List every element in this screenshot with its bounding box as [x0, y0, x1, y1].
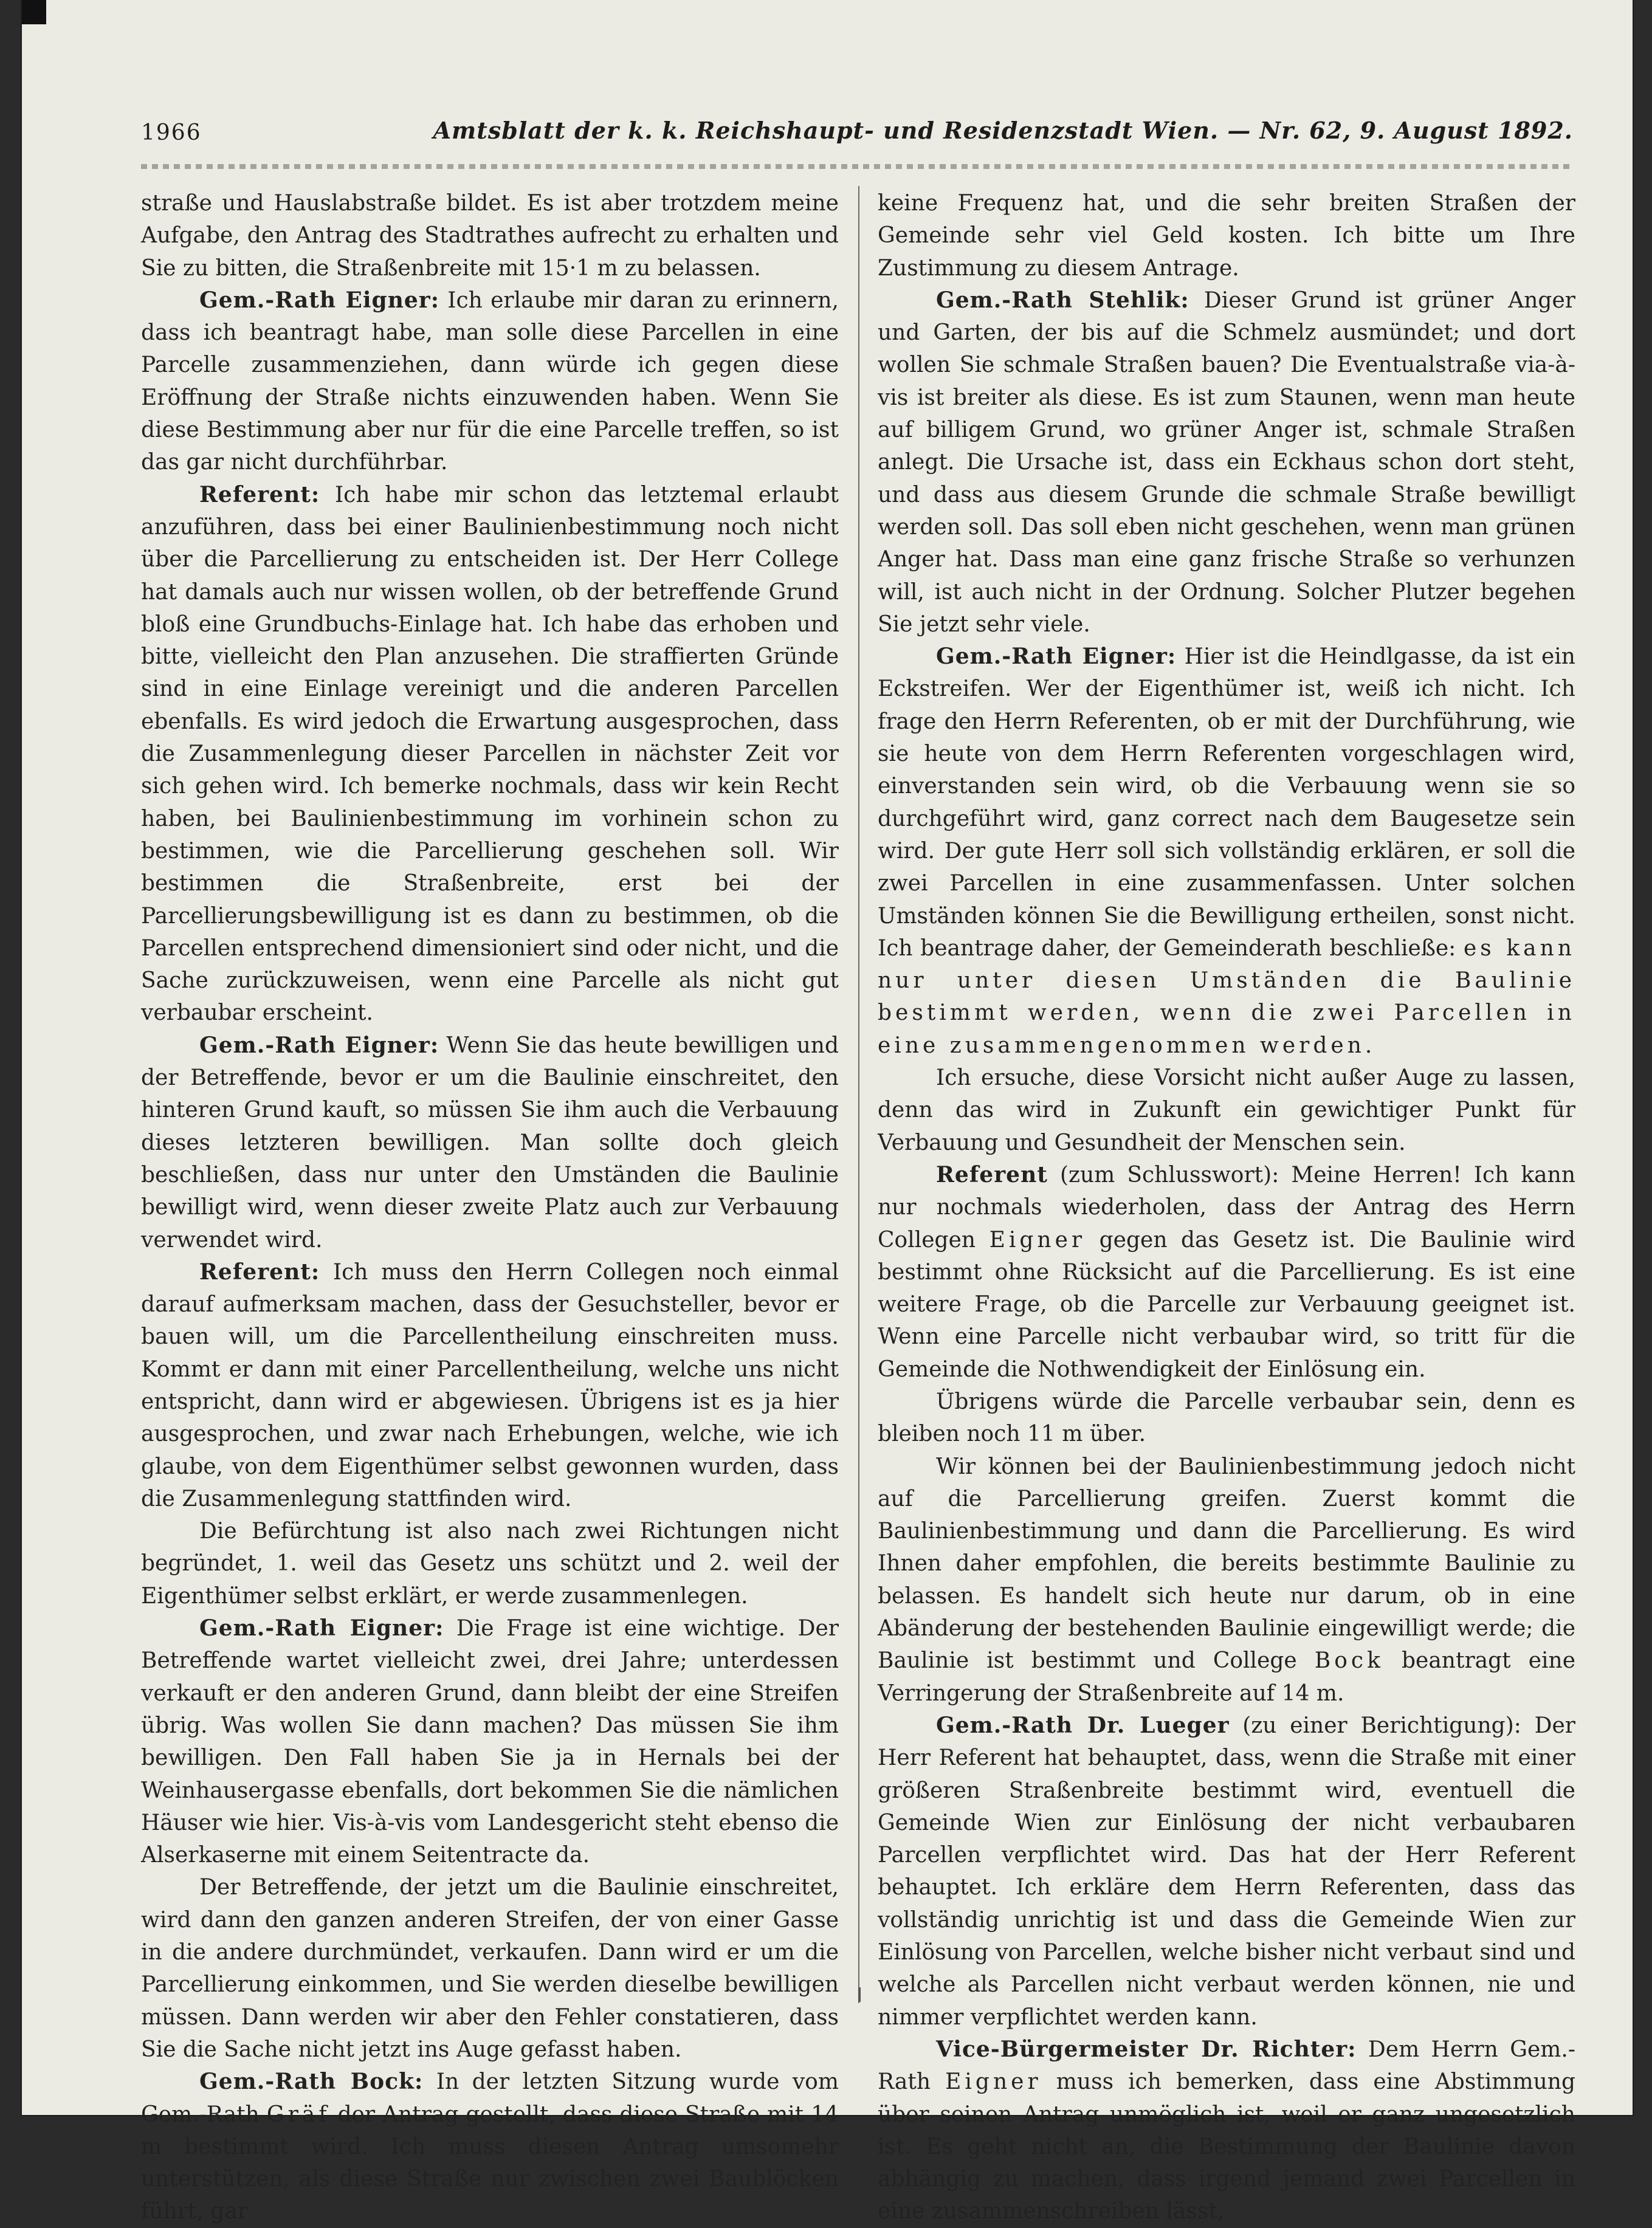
paragraph-text: (zum Schlusswort): Meine Herren! Ich kann nur nochmals wiederholen, dass der Antrag des Herrn Collegen	[878, 1162, 1575, 1253]
spaced-name: Eigner	[989, 1227, 1086, 1253]
paragraph	[878, 1159, 1575, 1386]
paragraph-text: Die Frage ist eine wichtige. Der Betreffende wartet vielleicht zwei, drei Jahre; unterdessen verkauft er den anderen Grund, dann bleibt der eine Streifen übrig. Was wollen Sie dann machen? Das müssen Sie ihm bewilligen. Den Fall haben Sie ja in Hernals bei der Weinhausergasse ebenfalls, dort bekommen Sie die nämlichen Häuser wie hier. Vis-à-vis vom Landesgericht steht ebenso die Alserkaserne mit einem Seitentracte da.	[141, 1616, 839, 1868]
speaker-name: Referent:	[199, 1259, 320, 1285]
page-header	[141, 117, 1573, 153]
paragraph: straße und Hauslabstraße bildet. Es ist aber trotzdem meine Aufgabe, den Antrag des Stadtrathes aufrecht zu erhalten und Sie zu bitten, die Straßenbreite mit 15·1 m zu belassen.	[141, 191, 839, 281]
column-divider	[858, 186, 859, 2003]
paragraph	[878, 284, 1575, 641]
paragraph-text: Ich muss den Herrn Collegen noch einmal darauf aufmerksam machen, dass der Gesuchsteller, bevor er bauen will, um die Parcellentheilung einschreiten muss. Kommt er dann mit einer Parcellentheilung, welche uns nicht entspricht, dann wird er abgewiesen. Übrigens ist es ja hier ausgesprochen, und zwar nach Erhebungen, welche, wie ich glaube, von dem Eigenthümer selbst gewonnen wurden, dass die Zusammenlegung stattfinden wird.	[141, 1259, 839, 1511]
paragraph-text: der Antrag gestellt, dass diese Straße mit 14 m bestimmt wird. Ich muss diesen Antrag umsomehr unterstützen, als diese Straße nur zwischen zwei Baublöcken führt, gar	[141, 2102, 839, 2224]
speaker-name: Gem.-Rath Eigner:	[199, 1615, 444, 1642]
speaker-name: Referent:	[199, 481, 320, 507]
header-wavy-rule	[141, 164, 1573, 169]
spaced-name: Gräf	[266, 2102, 331, 2127]
paragraph-text: Hier ist die Heindlgasse, da ist ein Eckstreifen. Wer der Eigenthümer ist, weiß ich nicht. Ich frage den Herrn Referenten, ob er mit der Durchführung, wie sie heute von dem Herrn Referenten vorgeschlagen wird, einverstanden sein wird, ob die Verbauung wenn sie so durchgeführt wird, ganz correct nach dem Baugesetze sein wird. Der gute Herr soll sich vollständig erklären, er soll die zwei Parcellen in eine zusammenfassen. Unter solchen Umständen können Sie die Bewilligung ertheilen, sonst nicht. Ich beantrage daher, der Gemeinderath beschließe:	[878, 644, 1575, 961]
speaker-name: Referent	[936, 1161, 1048, 1188]
running-head: Amtsblatt der k. k. Reichshaupt- und Residenzstadt Wien. — Nr. 62, 9. August 1892.	[433, 117, 1573, 144]
paragraph-text: In der letzten Sitzung wurde vom Gem.-Rath	[141, 2069, 839, 2127]
paragraph-text: Dem Herrn Gem.-Rath	[878, 2037, 1576, 2095]
paragraph-text: Wenn Sie das heute bewilligen und der Betreffende, bevor er um die Baulinie einschreitet, den hinteren Grund kauft, so müssen Sie ihm auch die Verbauung dieses letzteren bewilligen. Man sollte doch gleich beschließen, dass nur unter den Umständen die Baulinie bewilligt wird, wenn dieser zweite Platz auch zur Verbauung verwendet wird.	[141, 1033, 839, 1253]
newspaper-page	[22, 0, 1633, 2224]
paragraph: Die Befürchtung ist also nach zwei Richtungen nicht begründet, 1. weil das Gesetz uns schützt und 2. weil der Eigenthümer selbst erklärt, er werde zusammenlegen.	[141, 1519, 839, 1609]
paragraph	[141, 1030, 839, 1256]
paragraph-text: Wir können bei der Baulinienbestimmung jedoch nicht auf die Parcellierung greifen. Zuerst kommt die Baulinienbestimmung und dann die Parcellierung. Es wird Ihnen daher empfohlen, die bereits bestimmte Baulinie zu belassen. Es handelt sich heute nur darum, ob in eine Abänderung der bestehenden Baulinie eingewilligt werde; die Baulinie ist bestimmt und College	[878, 1454, 1575, 1674]
paragraph: Der Betreffende, der jetzt um die Baulinie einschreitet, wird dann den ganzen anderen Streifen, der von einer Gasse in die andere durchmündet, verkaufen. Dann wird er um die Parcellierung einkommen, und Sie werden dieselbe bewilligen müssen. Dann werden wir aber den Fehler constatieren, dass Sie die Sache nicht jetzt ins Auge gefasst haben.	[141, 1875, 839, 2062]
paragraph	[141, 479, 839, 1030]
paragraph	[141, 2066, 839, 2227]
paragraph-text: muss ich bemerken, dass eine Abstimmung über seinen Antrag unmöglich ist, weil er ganz ungesetzlich ist. Es geht nicht an, die Bestimmung der Baulinie davon abhängig zu machen, dass irgend jemand zwei Parcellen in eine zusammenschreiben lässt,	[878, 2069, 1575, 2224]
page-number: 1966	[141, 120, 202, 145]
paragraph: Übrigens würde die Parcelle verbaubar sein, denn es bleiben noch 11 m über.	[878, 1389, 1575, 1447]
paragraph	[141, 284, 839, 479]
paragraph	[141, 1612, 839, 1871]
paragraph	[878, 2034, 1575, 2228]
speaker-name: Gem.-Rath Dr. Lueger	[936, 1712, 1230, 1738]
paragraph-text: (zu einer Berichtigung): Der Herr Referent hat behauptet, dass, wenn die Straße mit einer größeren Straßenbreite bestimmt wird, eventuell die Gemeinde Wien zur Einlösung der nicht verbaubaren Parcellen verpflichtet wird. Das hat der Herr Referent behauptet. Ich erkläre dem Herrn Referenten, dass das vollständig unrichtig ist und dass die Gemeinde Wien zur Einlösung von Parcellen, welche bisher nicht verbaut sind und welche als Parcellen nicht verbaut werden können, nie und nimmer verpflichtet werden kann.	[878, 1713, 1575, 2030]
paragraph-text: gegen das Gesetz ist. Die Baulinie wird bestimmt ohne Rücksicht auf die Parcellierung. Es ist eine weitere Frage, ob die Parcelle zur Verbauung geeignet ist. Wenn eine Parcelle nicht verbaubar wird, so tritt für die Gemeinde die Nothwendigkeit der Einlösung ein.	[878, 1227, 1575, 1382]
paragraph-text: Ich habe mir schon das letztemal erlaubt anzuführen, dass bei einer Baulinienbestimmung noch nicht über die Parcellierung zu entscheiden ist. Der Herr College hat damals auch nur wissen wollen, ob der betreffende Grund bloß eine Grundbuchs-Einlage hat. Ich habe das erhoben und bitte, vielleicht den Plan anzusehen. Die straffierten Gründe sind in eine Einlage vereinigt und die anderen Parcellen ebenfalls. Es wird jedoch die Erwartung ausgesprochen, dass die Zusammenlegung dieser Parcellen in nächster Zeit vor sich gehen wird. Ich bemerke nochmals, dass wir kein Recht haben, bei Baulinienbestimmung im vorhinein schon zu bestimmen, wie die Parcellierung geschehen soll. Wir bestimmen die Straßenbreite, erst bei der Parcellierungsbewilligung ist es dann zu bestimmen, ob die Parcellen entsprechend dimensioniert sind oder nicht, und die Sache zurückzuweisen, wenn eine Parcelle als nicht gut verbaubar erscheint.	[141, 482, 839, 1026]
paragraph-text: beantragt eine Verringerung der Straßenbreite auf 14 m.	[878, 1648, 1575, 1706]
speaker-name: Gem.-Rath Bock:	[199, 2069, 424, 2095]
scan-corner-mark	[22, 0, 46, 24]
paragraph	[141, 1256, 839, 1515]
paragraph-text: Ich erlaube mir daran zu erinnern, dass ich beantragt habe, man solle diese Parcellen in eine Parcelle zusammenziehen, dann würde ich gegen diese Eröffnung der Straße nichts einzuwenden haben. Wenn Sie diese Bestimmung aber nur für die eine Parcelle treffen, so ist das gar nicht durchführbar.	[141, 287, 839, 475]
spaced-name: Bock	[1314, 1648, 1384, 1674]
right-column	[878, 187, 1575, 2228]
speaker-name: Gem.-Rath Eigner:	[936, 644, 1177, 670]
speaker-name: Gem.-Rath Eigner:	[199, 287, 440, 313]
speaker-name: Gem.-Rath Eigner:	[199, 1032, 439, 1058]
paragraph	[878, 1710, 1575, 2034]
column-divider-end	[858, 1987, 861, 2002]
left-column	[141, 187, 839, 2228]
paragraph: keine Frequenz hat, und die sehr breiten Straßen der Gemeinde sehr viel Geld kosten. Ich bitte um Ihre Zustimmung zu diesem Antrage.	[878, 191, 1575, 281]
paragraph	[878, 1451, 1575, 1710]
paragraph	[878, 641, 1575, 1062]
spaced-motion: es kann nur unter diesen Umständen die Baulinie bestimmt werden, wenn die zwei Parcellen in eine zusammengenommen werden.	[878, 935, 1575, 1058]
paragraph: Ich ersuche, diese Vorsicht nicht außer Auge zu lassen, denn das wird in Zukunft ein gewichtiger Punkt für Verbauung und Gesundheit der Menschen sein.	[878, 1065, 1575, 1155]
spaced-name: Eigner	[945, 2069, 1042, 2095]
speaker-name: Gem.-Rath Stehlik:	[936, 287, 1189, 313]
speaker-name: Vice-Bürgermeister Dr. Richter:	[936, 2036, 1357, 2062]
paragraph-text: Dieser Grund ist grüner Anger und Garten, der bis auf die Schmelz ausmündet; und dort wollen Sie schmale Straßen bauen? Die Eventualstraße via-à-vis ist breiter als diese. Es ist zum Staunen, wenn man heute auf billigem Grund, wo grüner Anger ist, schmale Straßen anlegt. Die Ursache ist, dass ein Eckhaus schon dort steht, und dass aus diesem Grunde die schmale Straße bewilligt werden soll. Das soll eben nicht geschehen, wenn man grünen Anger hat. Dass man eine ganz frische Straße so verhunzen will, ist auch nicht in der Ordnung. Solcher Plutzer begehen Sie jetzt sehr viele.	[878, 287, 1575, 637]
